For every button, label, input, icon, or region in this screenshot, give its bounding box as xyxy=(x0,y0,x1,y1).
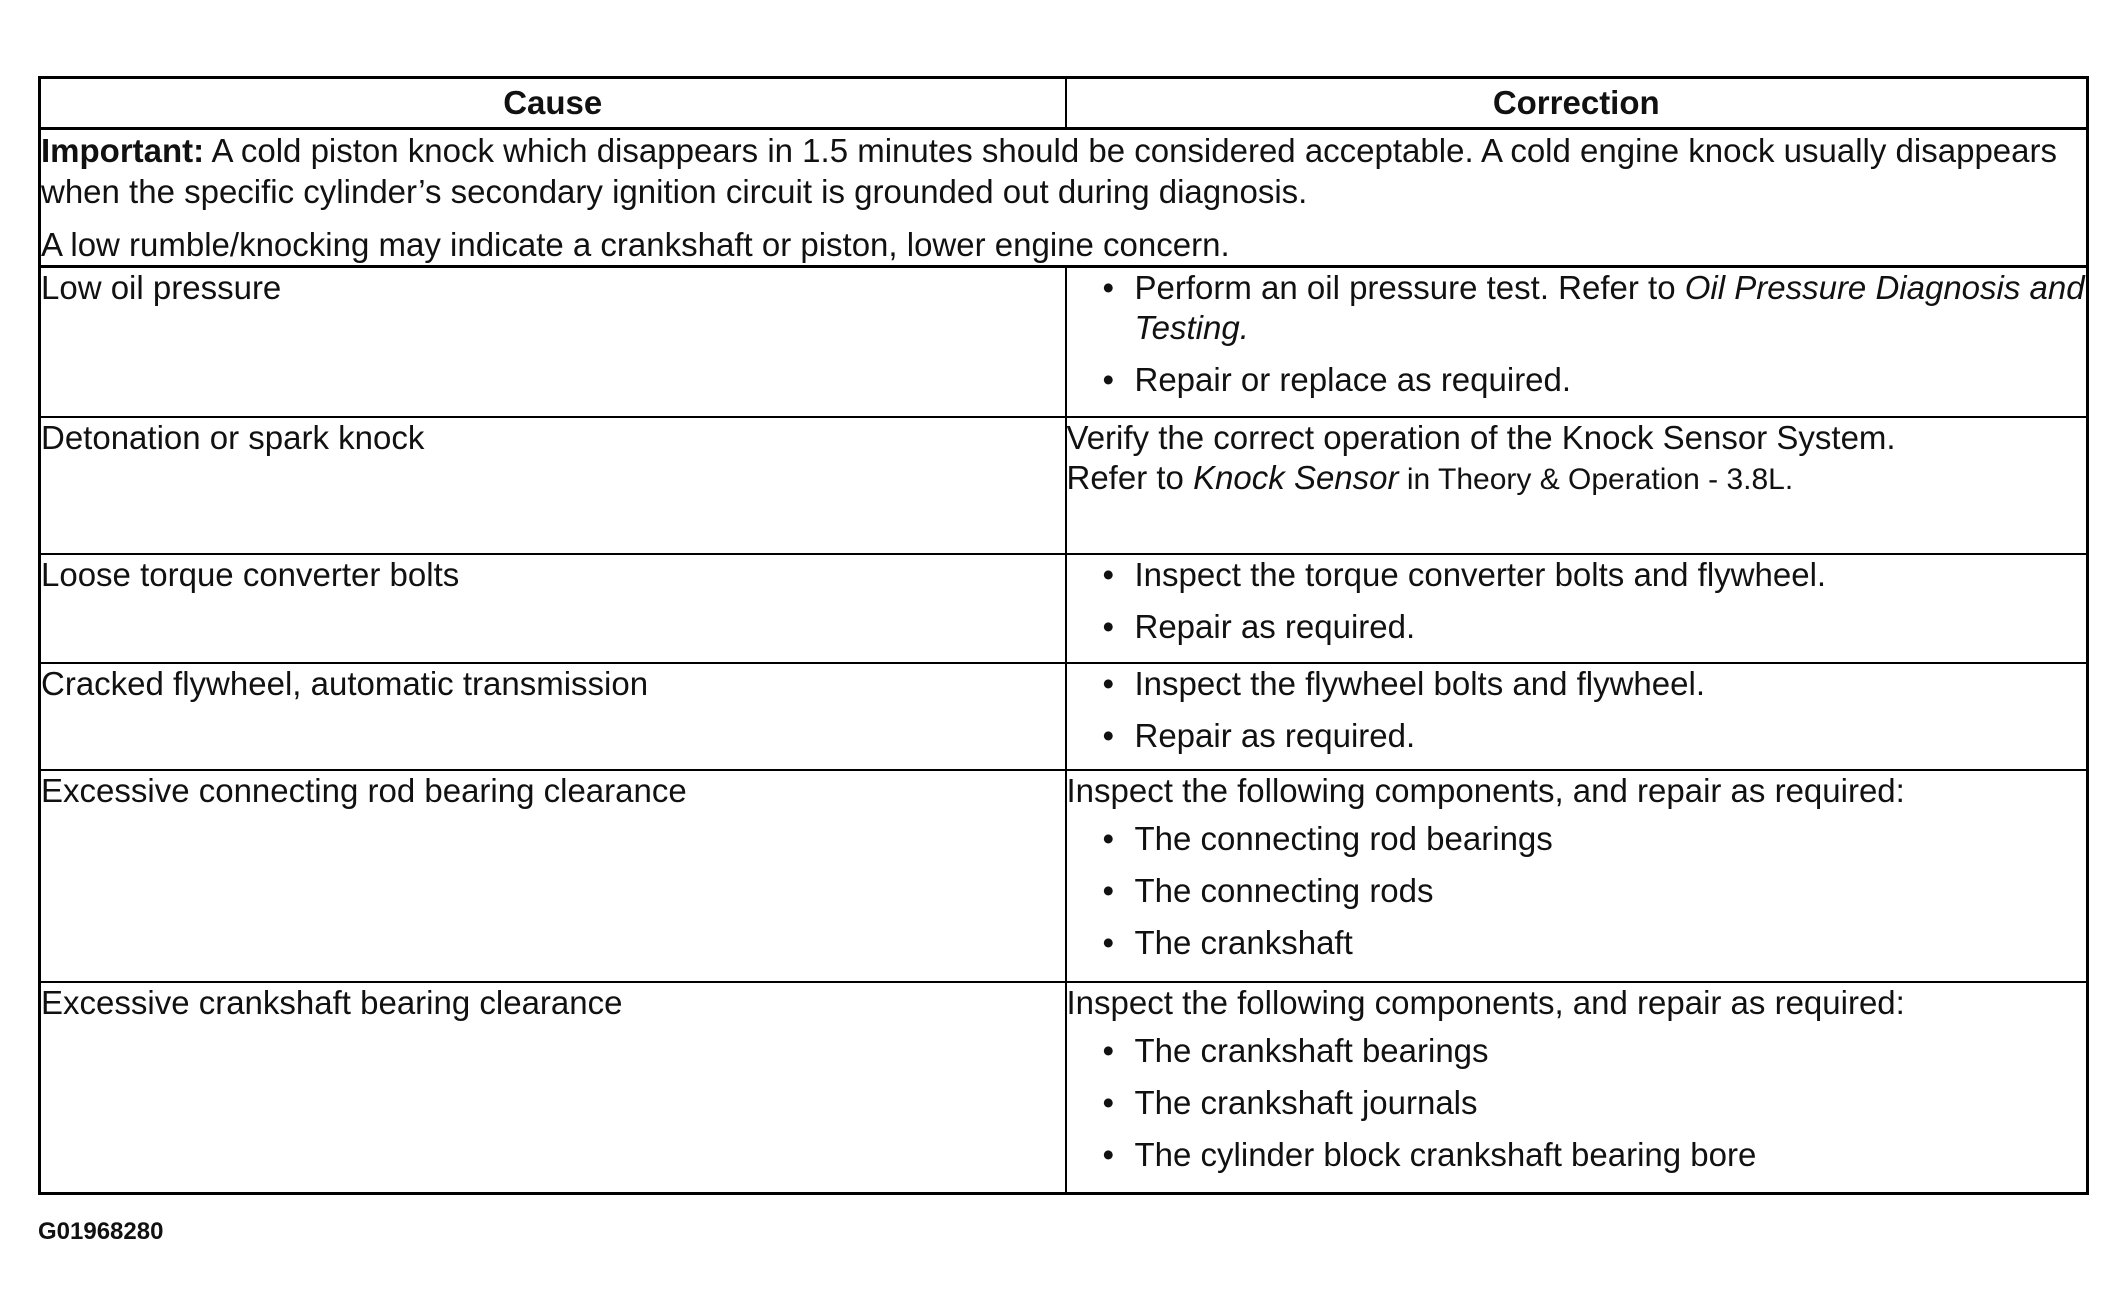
correction-cell xyxy=(1066,554,2088,663)
correction-list xyxy=(1067,1031,2087,1175)
list-item xyxy=(1067,716,2087,756)
correction-cell xyxy=(1066,663,2088,770)
correction-cell xyxy=(1066,982,2088,1194)
important-note xyxy=(40,129,2088,267)
list-item xyxy=(1067,1083,2087,1123)
refer-suffix: in Theory & Operation - 3.8L. xyxy=(1398,462,1794,496)
correction-text: Perform an oil pressure test. Refer to xyxy=(1134,269,1685,306)
bullet-icon: • xyxy=(1102,664,1115,702)
cause-cell: Excessive crankshaft bearing clearance xyxy=(40,982,1066,1194)
correction-list xyxy=(1067,664,2087,756)
list-item xyxy=(1067,1031,2087,1071)
header-cause: Cause xyxy=(40,78,1066,129)
correction-text: Inspect the torque converter bolts and flywheel. xyxy=(1134,555,1827,593)
correction-reference xyxy=(1067,458,2087,500)
bullet-icon: • xyxy=(1102,871,1115,909)
correction-text: Repair as required. xyxy=(1134,607,1416,645)
table-row xyxy=(40,770,2088,982)
correction-text: Verify the correct operation of the Knock Sensor System. xyxy=(1066,418,1896,456)
cause-cell: Excessive connecting rod bearing clearance xyxy=(40,770,1066,982)
correction-cell xyxy=(1066,417,2088,554)
important-text: A cold piston knock which disappears in 1.5 minutes should be considered acceptable. A cold engine knock usually disappears when the specific cylinder’s secondary ignition circuit is grounded out during diagnosis. xyxy=(41,132,2057,210)
table-row xyxy=(40,267,2088,417)
lower-engine-note: A low rumble/knocking may indicate a crankshaft or piston, lower engine concern. xyxy=(41,226,1230,263)
diagnosis-table xyxy=(38,76,2089,1195)
correction-text: Repair or replace as required. xyxy=(1134,361,1572,398)
correction-list xyxy=(1067,555,2087,647)
bullet-icon: • xyxy=(1102,923,1115,961)
list-item xyxy=(1067,360,2087,400)
cause-cell: Low oil pressure xyxy=(40,267,1066,417)
list-item xyxy=(1067,819,2087,859)
reference-oil-pressure: Oil Pressure Diagnosis and Testing. xyxy=(1134,269,2085,346)
correction-text: The crankshaft journals xyxy=(1134,1083,1478,1121)
list-item xyxy=(1067,871,2087,911)
cause-cell: Cracked flywheel, automatic transmission xyxy=(40,663,1066,770)
correction-intro: Inspect the following components, and repair as required: xyxy=(1066,771,1905,809)
important-label: Important: xyxy=(41,132,205,169)
bullet-icon: • xyxy=(1102,555,1115,593)
reference-knock-sensor: Knock Sensor xyxy=(1193,458,1399,496)
table-row xyxy=(40,554,2088,663)
bullet-icon: • xyxy=(1102,716,1115,754)
bullet-icon: • xyxy=(1102,819,1115,857)
correction-cell xyxy=(1066,770,2088,982)
correction-text: Inspect the flywheel bolts and flywheel. xyxy=(1134,664,1705,702)
correction-cell xyxy=(1066,267,2088,417)
bullet-icon: • xyxy=(1102,361,1115,398)
list-item xyxy=(1067,268,2087,348)
correction-text: The crankshaft bearings xyxy=(1134,1031,1489,1069)
list-item xyxy=(1067,607,2087,647)
header-correction: Correction xyxy=(1066,78,2088,129)
bullet-icon: • xyxy=(1102,269,1115,306)
correction-list xyxy=(1067,268,2087,400)
table-row xyxy=(40,417,2088,554)
cause-cell: Detonation or spark knock xyxy=(40,417,1066,554)
correction-text: The connecting rod bearings xyxy=(1134,819,1553,857)
important-row xyxy=(40,129,2088,267)
important-paragraph xyxy=(41,130,2086,212)
correction-text: Repair as required. xyxy=(1134,716,1416,754)
correction-text: The connecting rods xyxy=(1134,871,1434,909)
bullet-icon: • xyxy=(1102,1083,1115,1121)
list-item xyxy=(1067,923,2087,963)
list-item xyxy=(1067,555,2087,595)
table-row xyxy=(40,982,2088,1194)
cause-cell: Loose torque converter bolts xyxy=(40,554,1066,663)
table-row xyxy=(40,663,2088,770)
correction-intro: Inspect the following components, and repair as required: xyxy=(1066,983,1905,1021)
bullet-icon: • xyxy=(1102,607,1115,645)
figure-id: G01968280 xyxy=(38,1218,164,1245)
list-item xyxy=(1067,664,2087,704)
bullet-icon: • xyxy=(1102,1135,1115,1173)
correction-text: The crankshaft xyxy=(1134,923,1353,961)
correction-text: The cylinder block crankshaft bearing bore xyxy=(1134,1135,1757,1173)
list-item xyxy=(1067,1135,2087,1175)
bullet-icon: • xyxy=(1102,1031,1115,1069)
table-header-row xyxy=(40,78,2088,129)
correction-list xyxy=(1067,819,2087,963)
refer-prefix: Refer to xyxy=(1066,458,1194,496)
